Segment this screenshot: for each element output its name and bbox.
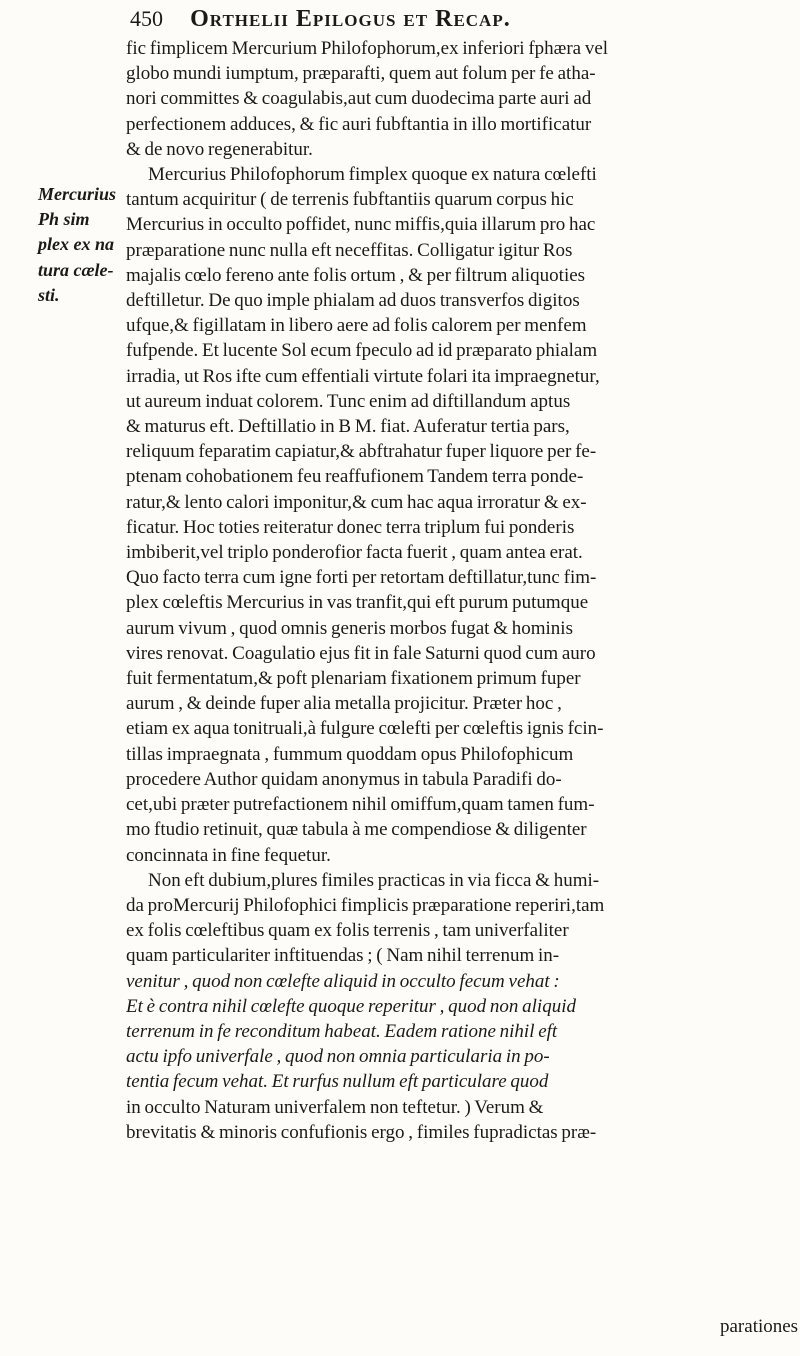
text-line: quam particulariter inftituendas ; ( Nam nihil terrenum in- xyxy=(126,945,560,967)
text-line: tentia fecum vehat. Et rurfus nullum eft particulare quod xyxy=(126,1071,549,1093)
text-line: vires renovat. Coagulatio ejus fit in fale Saturni quod cum auro xyxy=(126,642,596,664)
text-line: & de novo regenerabitur. xyxy=(126,138,313,160)
page-number: 450 xyxy=(130,6,163,31)
text-line: ficatur. Hoc toties reiteratur donec terra triplum fui ponderis xyxy=(126,516,575,538)
marginal-note-line: plex ex na xyxy=(38,234,114,255)
marginal-note-line: Ph sim xyxy=(38,209,90,230)
text-line: Et è contra nihil cœlefte quoque reperitur , quod non aliquid xyxy=(126,995,576,1017)
main-text-block xyxy=(126,36,796,1145)
text-line: fic fimplicem Mercurium Philofophorum,ex inferiori fphæra vel xyxy=(126,38,609,59)
text-line: ufque,& figillatam in libero aere ad folis calorem per menfem xyxy=(126,315,587,337)
text-line: perfectionem adduces, & fic auri fubftantia in illo mortificatur xyxy=(126,113,592,135)
text-line: fuit fermentatum,& poft plenariam fixationem primum fuper xyxy=(126,668,581,690)
text-line: venitur , quod non cœlefte aliquid in occulto fecum vehat : xyxy=(126,970,560,992)
text-line: irradia, ut Ros ifte cum effentiali virtute folari ita impraegnetur, xyxy=(126,365,600,387)
text-line: præparatione nunc nulla eft neceffitas. Colligatur igitur Ros xyxy=(126,239,573,261)
text-line: terrenum in fe reconditum habeat. Eadem ratione nihil eft xyxy=(126,1020,558,1042)
marginal-note-line: Mercurius xyxy=(38,184,117,204)
text-line: concinnata in fine fequetur. xyxy=(126,844,331,866)
text-line: Mercurius in occulto poffidet, nunc miffis,quia illarum pro hac xyxy=(126,214,596,236)
text-line: globo mundi iumptum, præparafti, quem aut folum per fe atha- xyxy=(126,63,596,85)
text-line: brevitatis & minoris confufionis ergo , fimiles fupradictas præ- xyxy=(126,1121,597,1143)
text-line: reliquum feparatim capiatur,& abftrahatur fuper liquore per fe- xyxy=(126,441,597,463)
text-line: da proMercurij Philofophici fimplicis præparatione reperiri,tam xyxy=(126,894,605,916)
catchword: parationes xyxy=(720,1316,799,1337)
text-line: ut aureum induat colorem. Tunc enim ad diftillandum aptus xyxy=(126,390,571,412)
marginal-note-line: sti. xyxy=(38,284,60,305)
text-line: nori committes & coagulabis,aut cum duodecima parte auri ad xyxy=(126,88,592,110)
text-line: ratur,& lento calori imponitur,& cum hac aqua irroratur & ex- xyxy=(126,491,587,513)
text-line: procedere Author quidam anonymus in tabula Paradifi do- xyxy=(126,768,562,790)
running-head xyxy=(130,6,790,36)
text-line: majalis cœlo fereno ante folis ortum , & per filtrum aliquoties xyxy=(126,264,586,286)
marginal-note xyxy=(38,182,124,308)
text-line: aurum vivum , quod omnis generis morbos fugat & hominis xyxy=(126,617,573,639)
text-line: tillas impraegnata , fummum quoddam opus Philofophicum xyxy=(126,743,574,765)
text-line: aurum , & deinde fuper alia metalla projicitur. Præter hoc , xyxy=(126,693,562,715)
marginal-note-line: tura cæle- xyxy=(38,259,114,280)
text-line: mo ftudio retinuit, quæ tabula à me compendiose & diligenter xyxy=(126,819,587,841)
text-line: ptenam cohobationem feu reaffufionem Tandem terra ponde- xyxy=(126,466,584,488)
text-line: Mercurius Philofophorum fimplex quoque ex natura cœlefti xyxy=(148,164,597,186)
text-line: Non eft dubium,plures fimiles practicas in via ficca & humi- xyxy=(148,869,600,891)
text-line: & maturus eft. Deftillatio in B M. fiat. Auferatur tertia pars, xyxy=(126,416,570,438)
text-line: cet,ubi præter putrefactionem nihil omiffum,quam tamen fum- xyxy=(126,794,595,816)
text-line: imbiberit,vel triplo ponderofior facta fuerit , quam antea erat. xyxy=(126,542,583,564)
running-title: Orthelii Epilogus et Recap. xyxy=(190,6,511,32)
text-line: tantum acquiritur ( de terrenis fubftantiis quarum corpus hic xyxy=(126,189,574,211)
text-line: etiam ex aqua tonitruali,à fulgure cœlefti per cœleftis ignis fcin- xyxy=(126,718,604,740)
text-line: in occulto Naturam univerfalem non teftetur. ) Verum & xyxy=(126,1096,544,1118)
text-line: ex folis cœleftibus quam ex folis terrenis , tam univerfaliter xyxy=(126,920,569,942)
text-line: fufpende. Et lucente Sol ecum fpeculo ad id præparato phialam xyxy=(126,340,598,362)
text-line: plex cœleftis Mercurius in vas tranfit,qui eft purum putumque xyxy=(126,592,589,614)
text-line: Quo facto terra cum igne forti per retortam deftillatur,tunc fim- xyxy=(126,567,597,589)
text-line: actu ipfo univerfale , quod non omnia particularia in po- xyxy=(126,1046,550,1068)
text-line: deftilletur. De quo imple phialam ad duos transverfos digitos xyxy=(126,290,580,312)
